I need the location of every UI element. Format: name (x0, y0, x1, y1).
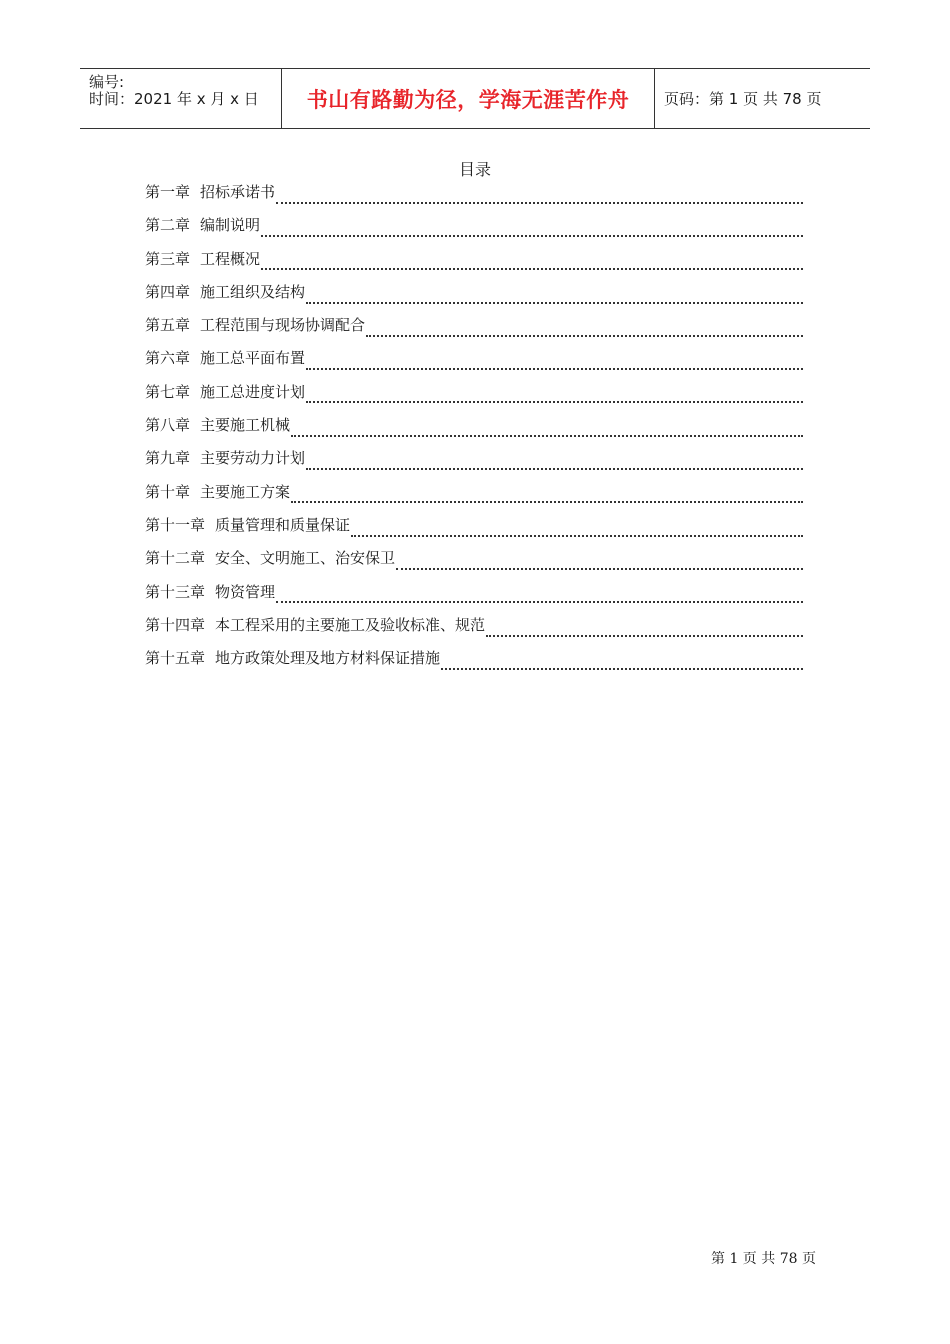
toc-chapter-number: 第五章 (145, 316, 191, 335)
toc-chapter-number: 第十五章 (145, 649, 206, 668)
toc-dot-leader (396, 568, 803, 570)
toc-entry[interactable] (145, 514, 803, 547)
toc-chapter-number: 第一章 (145, 183, 191, 201)
toc-chapter-title: 安全、文明施工、治安保卫 (215, 549, 396, 568)
toc-chapter-title: 主要劳动力计划 (200, 449, 306, 468)
toc-entry[interactable] (145, 547, 803, 580)
toc-dot-leader (291, 435, 803, 437)
toc-chapter-number: 第十一章 (145, 515, 206, 534)
toc-dot-leader (291, 501, 803, 503)
toc-chapter-number: 第八章 (145, 416, 191, 435)
toc-chapter-title: 本工程采用的主要施工及验收标准、规范 (215, 615, 486, 634)
page-header (80, 68, 870, 129)
toc-dot-leader (306, 302, 803, 304)
toc-dot-leader (486, 635, 803, 637)
toc-dot-leader (261, 268, 803, 270)
toc-entry[interactable] (145, 581, 803, 614)
header-motto: 书山有路勤为径，学海无涯苦作舟 (306, 88, 630, 112)
toc-entry[interactable] (145, 647, 803, 680)
toc-entry[interactable] (145, 214, 803, 247)
toc-chapter-title: 地方政策处理及地方材料保证措施 (215, 649, 441, 668)
toc-chapter-number: 第三章 (145, 249, 191, 268)
toc-entry[interactable] (145, 414, 803, 447)
toc-chapter-title: 主要施工方案 (200, 482, 291, 501)
toc-entry[interactable] (145, 347, 803, 380)
toc-dot-leader (261, 235, 803, 237)
toc-entry[interactable] (145, 248, 803, 281)
toc-entry[interactable] (145, 181, 803, 214)
toc-chapter-title: 工程概况 (200, 249, 261, 268)
toc-dot-leader (351, 535, 803, 537)
toc-chapter-title: 主要施工机械 (200, 416, 291, 435)
header-page-info: 页码：第 1 页 共 78 页 (664, 90, 822, 108)
toc-chapter-title: 工程范围与现场协调配合 (200, 316, 366, 335)
toc-chapter-number: 第七章 (145, 382, 191, 401)
toc-chapter-title: 物资管理 (215, 582, 276, 601)
toc-chapter-number: 第十四章 (145, 615, 206, 634)
toc-chapter-title: 招标承诺书 (200, 183, 276, 201)
toc-chapter-number: 第十三章 (145, 582, 206, 601)
page-footer-number: 第 1 页 共 78 页 (711, 1251, 816, 1267)
toc-entry[interactable] (145, 614, 803, 647)
toc-chapter-title: 施工组织及结构 (200, 282, 306, 301)
toc-dot-leader (441, 668, 803, 670)
toc-dot-leader (306, 468, 803, 470)
toc-chapter-number: 第四章 (145, 282, 191, 301)
toc-dot-leader (366, 335, 803, 337)
toc-chapter-title: 施工总进度计划 (200, 382, 306, 401)
toc-entry[interactable] (145, 314, 803, 347)
table-of-contents (145, 181, 803, 680)
toc-entry[interactable] (145, 447, 803, 480)
toc-dot-leader (306, 401, 803, 403)
toc-chapter-number: 第九章 (145, 449, 191, 468)
toc-dot-leader (276, 601, 803, 603)
toc-dot-leader (276, 202, 803, 204)
toc-chapter-number: 第六章 (145, 349, 191, 368)
document-number-label: 编号: (89, 73, 125, 91)
toc-title: 目录 (458, 160, 491, 179)
header-page-cell (655, 69, 870, 128)
toc-dot-leader (306, 368, 803, 370)
toc-chapter-title: 编制说明 (200, 216, 261, 235)
toc-chapter-title: 质量管理和质量保证 (215, 515, 351, 534)
header-motto-cell (282, 69, 655, 128)
header-left-cell (80, 69, 282, 128)
toc-chapter-number: 第二章 (145, 216, 191, 235)
toc-chapter-title: 施工总平面布置 (200, 349, 306, 368)
toc-entry[interactable] (145, 281, 803, 314)
toc-entry[interactable] (145, 481, 803, 514)
toc-entry[interactable] (145, 381, 803, 414)
document-date: 时间：2021 年 x 月 x 日 (89, 90, 259, 108)
toc-chapter-number: 第十章 (145, 482, 191, 501)
toc-chapter-number: 第十二章 (145, 549, 206, 568)
